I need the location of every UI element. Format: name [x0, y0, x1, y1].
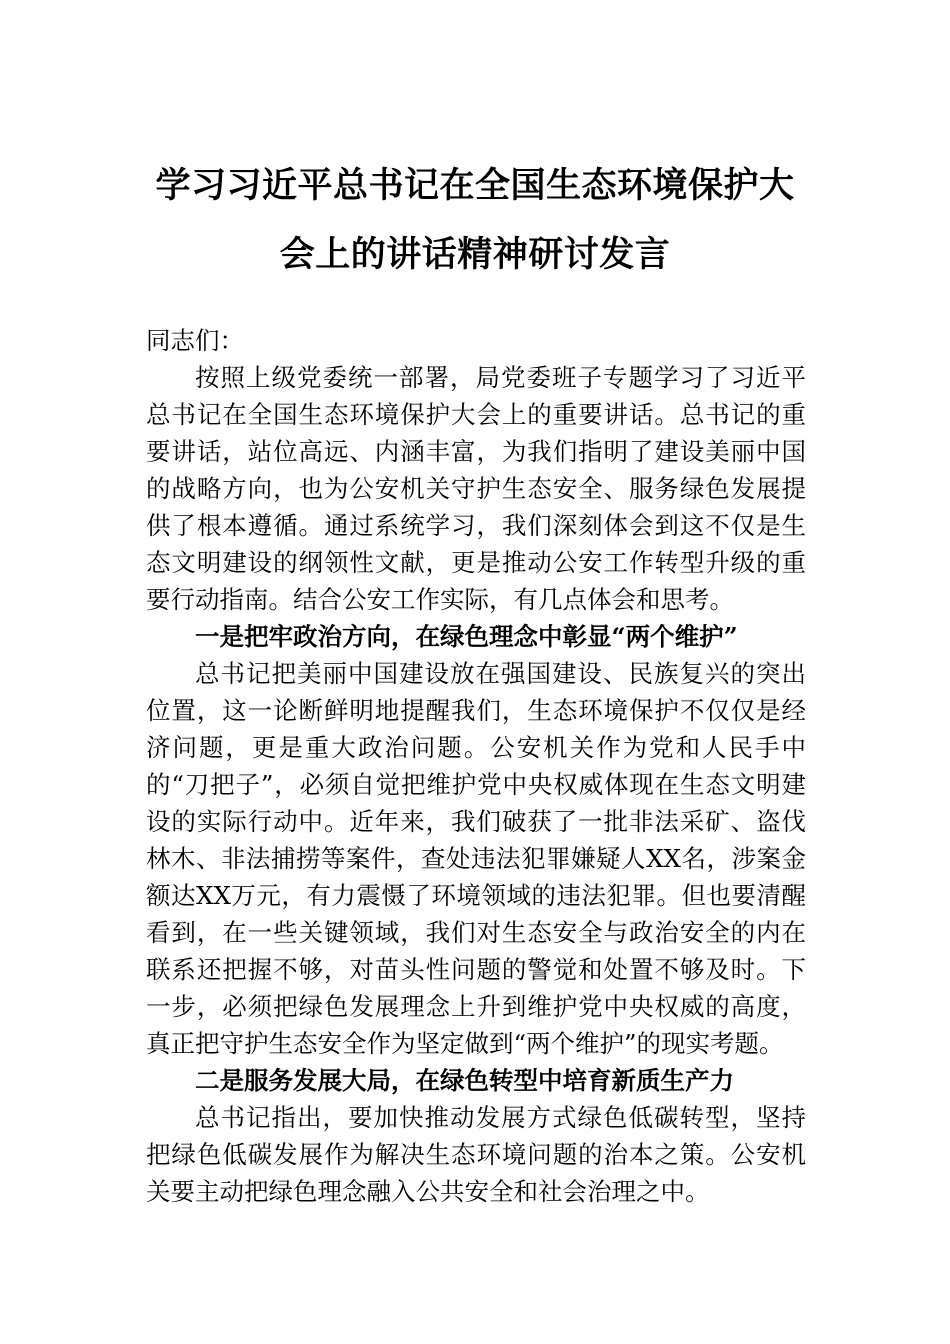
paragraph-section-1: 总书记把美丽中国建设放在强国建设、民族复兴的突出位置，这一论断鲜明地提醒我们，生态环境保护不仅仅是经济问题，更是重大政治问题。公安机关作为党和人民手中的“刀把子”，必须自觉把维护党中央权威体现在生态文明建设的实际行动中。近年来，我们破获了一批非法采矿、盗伐林木、非法捕捞等案件，查处违法犯罪嫌疑人XX名，涉案金额达XX万元，有力震慑了环境领域的违法犯罪。但也要清醒看到，在一些关键领域，我们对生态安全与政治安全的内在联系还把握不够，对苗头性问题的警觉和处置不够及时。下一步，必须把绿色发展理念上升到维护党中央权威的高度，真正把守护生态安全作为坚定做到“两个维护”的现实考题。	[146, 659, 806, 1058]
salutation: 同志们：	[146, 326, 244, 355]
section-heading-1: 一是把牢政治方向，在绿色理念中彰显“两个维护”	[195, 622, 738, 651]
document-body	[146, 322, 806, 1210]
document-title-line-1: 学习习近平总书记在全国生态环境保护大	[155, 165, 795, 206]
section-heading-2: 二是服务发展大局，在绿色转型中培育新质生产力	[195, 1066, 734, 1095]
document-title-line-2: 会上的讲话精神研讨发言	[279, 234, 671, 275]
paragraph-intro: 按照上级党委统一部署，局党委班子专题学习了习近平总书记在全国生态环境保护大会上的重要讲话。总书记的重要讲话，站位高远、内涵丰富，为我们指明了建设美丽中国的战略方向，也为公安机关守护生态安全、服务绿色发展提供了根本遵循。通过系统学习，我们深刻体会到这不仅是生态文明建设的纲领性文献，更是推动公安工作转型升级的重要行动指南。结合公安工作实际，有几点体会和思考。	[146, 363, 806, 614]
paragraph-section-2: 总书记指出，要加快推动发展方式绿色低碳转型，坚持把绿色低碳发展作为解决生态环境问题的治本之策。公安机关要主动把绿色理念融入公共安全和社会治理之中。	[146, 1103, 806, 1206]
